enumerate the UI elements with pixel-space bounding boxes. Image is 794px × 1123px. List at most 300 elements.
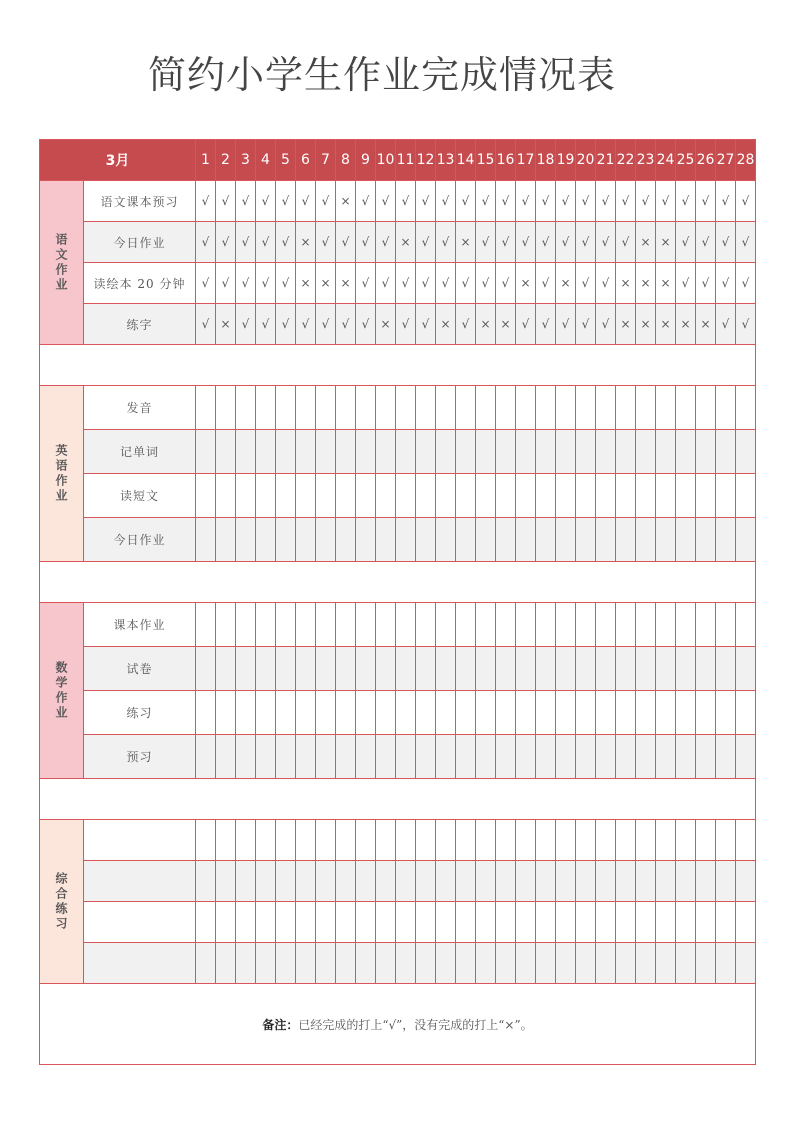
day-cell[interactable] xyxy=(196,902,216,943)
day-cell[interactable] xyxy=(496,861,516,902)
day-cell[interactable]: √ xyxy=(556,222,576,263)
day-cell[interactable] xyxy=(296,820,316,861)
day-cell[interactable] xyxy=(736,430,756,474)
day-cell[interactable] xyxy=(556,943,576,984)
day-cell[interactable] xyxy=(376,861,396,902)
day-cell[interactable]: × xyxy=(476,304,496,345)
day-cell[interactable] xyxy=(316,474,336,518)
day-cell[interactable]: √ xyxy=(236,222,256,263)
day-cell[interactable] xyxy=(556,647,576,691)
day-cell[interactable] xyxy=(356,474,376,518)
day-cell[interactable] xyxy=(256,943,276,984)
day-cell[interactable] xyxy=(736,386,756,430)
day-cell[interactable] xyxy=(356,647,376,691)
day-cell[interactable]: √ xyxy=(396,263,416,304)
day-cell[interactable] xyxy=(256,861,276,902)
day-cell[interactable] xyxy=(216,430,236,474)
day-cell[interactable] xyxy=(376,735,396,779)
day-cell[interactable]: √ xyxy=(196,263,216,304)
day-cell[interactable] xyxy=(296,603,316,647)
day-cell[interactable] xyxy=(316,861,336,902)
day-cell[interactable] xyxy=(556,735,576,779)
day-cell[interactable] xyxy=(676,735,696,779)
day-cell[interactable] xyxy=(336,647,356,691)
day-cell[interactable] xyxy=(296,474,316,518)
day-cell[interactable] xyxy=(336,386,356,430)
day-cell[interactable] xyxy=(336,861,356,902)
day-cell[interactable] xyxy=(556,820,576,861)
day-cell[interactable]: × xyxy=(656,304,676,345)
day-cell[interactable] xyxy=(636,386,656,430)
day-cell[interactable] xyxy=(216,902,236,943)
day-cell[interactable] xyxy=(536,691,556,735)
day-cell[interactable] xyxy=(336,518,356,562)
day-cell[interactable] xyxy=(356,430,376,474)
day-cell[interactable] xyxy=(616,386,636,430)
day-cell[interactable] xyxy=(236,474,256,518)
day-cell[interactable] xyxy=(356,386,376,430)
day-cell[interactable] xyxy=(736,943,756,984)
day-cell[interactable] xyxy=(536,647,556,691)
day-cell[interactable] xyxy=(316,735,336,779)
day-cell[interactable] xyxy=(216,474,236,518)
day-cell[interactable] xyxy=(656,902,676,943)
day-cell[interactable] xyxy=(576,735,596,779)
day-cell[interactable] xyxy=(696,861,716,902)
day-cell[interactable] xyxy=(516,647,536,691)
day-cell[interactable]: √ xyxy=(336,222,356,263)
day-cell[interactable]: √ xyxy=(216,181,236,222)
day-cell[interactable] xyxy=(216,386,236,430)
day-cell[interactable]: √ xyxy=(256,222,276,263)
day-cell[interactable]: √ xyxy=(556,181,576,222)
day-cell[interactable]: × xyxy=(636,304,656,345)
day-cell[interactable] xyxy=(196,691,216,735)
day-cell[interactable] xyxy=(456,820,476,861)
day-cell[interactable] xyxy=(556,474,576,518)
day-cell[interactable] xyxy=(416,430,436,474)
day-cell[interactable] xyxy=(236,691,256,735)
day-cell[interactable] xyxy=(536,735,556,779)
day-cell[interactable] xyxy=(736,647,756,691)
day-cell[interactable]: √ xyxy=(716,304,736,345)
day-cell[interactable] xyxy=(716,386,736,430)
day-cell[interactable] xyxy=(636,735,656,779)
day-cell[interactable] xyxy=(636,820,656,861)
day-cell[interactable] xyxy=(696,647,716,691)
day-cell[interactable] xyxy=(496,902,516,943)
day-cell[interactable] xyxy=(356,902,376,943)
day-cell[interactable]: √ xyxy=(436,222,456,263)
day-cell[interactable]: √ xyxy=(196,181,216,222)
day-cell[interactable] xyxy=(396,943,416,984)
day-cell[interactable] xyxy=(256,474,276,518)
day-cell[interactable]: × xyxy=(656,222,676,263)
day-cell[interactable] xyxy=(476,603,496,647)
day-cell[interactable]: √ xyxy=(616,181,636,222)
day-cell[interactable] xyxy=(496,386,516,430)
day-cell[interactable] xyxy=(196,820,216,861)
day-cell[interactable] xyxy=(656,943,676,984)
day-cell[interactable] xyxy=(616,861,636,902)
day-cell[interactable]: √ xyxy=(456,263,476,304)
day-cell[interactable] xyxy=(196,386,216,430)
day-cell[interactable]: √ xyxy=(536,263,556,304)
day-cell[interactable] xyxy=(376,647,396,691)
day-cell[interactable] xyxy=(516,943,536,984)
day-cell[interactable] xyxy=(416,861,436,902)
day-cell[interactable] xyxy=(516,430,536,474)
day-cell[interactable]: √ xyxy=(476,181,496,222)
day-cell[interactable] xyxy=(656,430,676,474)
day-cell[interactable]: √ xyxy=(196,222,216,263)
day-cell[interactable] xyxy=(616,735,636,779)
day-cell[interactable] xyxy=(676,603,696,647)
day-cell[interactable] xyxy=(396,647,416,691)
day-cell[interactable] xyxy=(556,691,576,735)
day-cell[interactable] xyxy=(436,820,456,861)
day-cell[interactable] xyxy=(596,735,616,779)
day-cell[interactable] xyxy=(636,474,656,518)
day-cell[interactable] xyxy=(336,474,356,518)
day-cell[interactable] xyxy=(676,386,696,430)
day-cell[interactable] xyxy=(676,943,696,984)
day-cell[interactable] xyxy=(316,647,336,691)
day-cell[interactable]: √ xyxy=(416,181,436,222)
day-cell[interactable]: √ xyxy=(276,181,296,222)
day-cell[interactable] xyxy=(196,735,216,779)
day-cell[interactable] xyxy=(496,647,516,691)
day-cell[interactable]: √ xyxy=(736,222,756,263)
day-cell[interactable]: √ xyxy=(596,181,616,222)
day-cell[interactable] xyxy=(416,518,436,562)
day-cell[interactable] xyxy=(356,943,376,984)
day-cell[interactable] xyxy=(256,518,276,562)
day-cell[interactable] xyxy=(516,386,536,430)
day-cell[interactable] xyxy=(736,820,756,861)
day-cell[interactable] xyxy=(276,735,296,779)
day-cell[interactable] xyxy=(396,518,416,562)
day-cell[interactable] xyxy=(596,430,616,474)
day-cell[interactable] xyxy=(436,943,456,984)
day-cell[interactable] xyxy=(616,518,636,562)
day-cell[interactable] xyxy=(396,386,416,430)
day-cell[interactable] xyxy=(356,820,376,861)
day-cell[interactable] xyxy=(396,735,416,779)
day-cell[interactable] xyxy=(216,603,236,647)
day-cell[interactable] xyxy=(616,691,636,735)
day-cell[interactable] xyxy=(456,518,476,562)
day-cell[interactable]: √ xyxy=(616,222,636,263)
day-cell[interactable] xyxy=(456,691,476,735)
day-cell[interactable] xyxy=(436,603,456,647)
day-cell[interactable]: √ xyxy=(376,222,396,263)
day-cell[interactable] xyxy=(296,735,316,779)
day-cell[interactable] xyxy=(656,691,676,735)
day-cell[interactable] xyxy=(576,474,596,518)
day-cell[interactable] xyxy=(416,902,436,943)
day-cell[interactable]: √ xyxy=(336,304,356,345)
day-cell[interactable] xyxy=(276,647,296,691)
day-cell[interactable] xyxy=(416,474,436,518)
day-cell[interactable]: √ xyxy=(596,222,616,263)
day-cell[interactable]: × xyxy=(216,304,236,345)
day-cell[interactable] xyxy=(636,430,656,474)
day-cell[interactable] xyxy=(596,474,616,518)
day-cell[interactable] xyxy=(656,735,676,779)
day-cell[interactable] xyxy=(696,518,716,562)
day-cell[interactable]: √ xyxy=(736,181,756,222)
day-cell[interactable]: √ xyxy=(316,181,336,222)
day-cell[interactable] xyxy=(196,861,216,902)
day-cell[interactable]: √ xyxy=(416,304,436,345)
day-cell[interactable] xyxy=(536,820,556,861)
day-cell[interactable] xyxy=(576,943,596,984)
day-cell[interactable] xyxy=(276,691,296,735)
day-cell[interactable] xyxy=(476,386,496,430)
day-cell[interactable] xyxy=(716,861,736,902)
day-cell[interactable] xyxy=(416,691,436,735)
day-cell[interactable] xyxy=(296,691,316,735)
day-cell[interactable] xyxy=(736,474,756,518)
day-cell[interactable] xyxy=(716,647,736,691)
day-cell[interactable] xyxy=(676,691,696,735)
day-cell[interactable] xyxy=(356,518,376,562)
day-cell[interactable] xyxy=(516,474,536,518)
day-cell[interactable] xyxy=(236,943,256,984)
day-cell[interactable] xyxy=(716,691,736,735)
day-cell[interactable]: √ xyxy=(416,263,436,304)
day-cell[interactable]: × xyxy=(656,263,676,304)
day-cell[interactable]: √ xyxy=(316,222,336,263)
day-cell[interactable] xyxy=(516,518,536,562)
day-cell[interactable] xyxy=(356,861,376,902)
day-cell[interactable] xyxy=(456,474,476,518)
day-cell[interactable] xyxy=(676,474,696,518)
day-cell[interactable]: √ xyxy=(396,304,416,345)
day-cell[interactable] xyxy=(396,430,416,474)
day-cell[interactable] xyxy=(276,386,296,430)
day-cell[interactable] xyxy=(216,647,236,691)
day-cell[interactable]: √ xyxy=(196,304,216,345)
day-cell[interactable]: √ xyxy=(456,181,476,222)
day-cell[interactable] xyxy=(316,430,336,474)
day-cell[interactable] xyxy=(516,820,536,861)
day-cell[interactable] xyxy=(236,735,256,779)
day-cell[interactable] xyxy=(556,603,576,647)
day-cell[interactable] xyxy=(496,735,516,779)
day-cell[interactable] xyxy=(456,861,476,902)
day-cell[interactable] xyxy=(456,603,476,647)
day-cell[interactable] xyxy=(736,691,756,735)
day-cell[interactable] xyxy=(236,902,256,943)
day-cell[interactable] xyxy=(376,691,396,735)
day-cell[interactable]: √ xyxy=(476,222,496,263)
day-cell[interactable] xyxy=(556,430,576,474)
day-cell[interactable] xyxy=(256,820,276,861)
day-cell[interactable]: √ xyxy=(376,263,396,304)
day-cell[interactable] xyxy=(516,735,536,779)
day-cell[interactable] xyxy=(476,691,496,735)
day-cell[interactable] xyxy=(576,386,596,430)
day-cell[interactable] xyxy=(376,820,396,861)
day-cell[interactable] xyxy=(256,735,276,779)
day-cell[interactable] xyxy=(596,902,616,943)
day-cell[interactable] xyxy=(256,691,276,735)
day-cell[interactable]: √ xyxy=(436,263,456,304)
day-cell[interactable]: √ xyxy=(316,304,336,345)
day-cell[interactable] xyxy=(216,943,236,984)
day-cell[interactable] xyxy=(516,603,536,647)
day-cell[interactable]: √ xyxy=(696,222,716,263)
day-cell[interactable] xyxy=(616,943,636,984)
day-cell[interactable] xyxy=(396,603,416,647)
day-cell[interactable] xyxy=(636,603,656,647)
day-cell[interactable]: × xyxy=(616,263,636,304)
day-cell[interactable] xyxy=(656,518,676,562)
day-cell[interactable] xyxy=(196,474,216,518)
day-cell[interactable] xyxy=(476,474,496,518)
day-cell[interactable] xyxy=(716,735,736,779)
day-cell[interactable] xyxy=(676,861,696,902)
day-cell[interactable] xyxy=(556,518,576,562)
day-cell[interactable] xyxy=(596,647,616,691)
day-cell[interactable] xyxy=(596,603,616,647)
day-cell[interactable]: × xyxy=(696,304,716,345)
day-cell[interactable] xyxy=(316,820,336,861)
day-cell[interactable] xyxy=(316,943,336,984)
day-cell[interactable]: √ xyxy=(536,222,556,263)
day-cell[interactable] xyxy=(676,430,696,474)
day-cell[interactable] xyxy=(216,820,236,861)
day-cell[interactable]: √ xyxy=(256,304,276,345)
day-cell[interactable]: √ xyxy=(476,263,496,304)
day-cell[interactable]: √ xyxy=(516,222,536,263)
day-cell[interactable] xyxy=(456,386,476,430)
day-cell[interactable] xyxy=(536,902,556,943)
day-cell[interactable]: √ xyxy=(356,222,376,263)
day-cell[interactable] xyxy=(736,902,756,943)
day-cell[interactable] xyxy=(216,861,236,902)
day-cell[interactable] xyxy=(416,386,436,430)
day-cell[interactable] xyxy=(436,861,456,902)
day-cell[interactable]: √ xyxy=(636,181,656,222)
day-cell[interactable] xyxy=(316,691,336,735)
day-cell[interactable] xyxy=(716,820,736,861)
day-cell[interactable] xyxy=(676,518,696,562)
day-cell[interactable]: × xyxy=(676,304,696,345)
day-cell[interactable] xyxy=(576,430,596,474)
day-cell[interactable] xyxy=(376,474,396,518)
day-cell[interactable] xyxy=(696,603,716,647)
day-cell[interactable] xyxy=(276,820,296,861)
day-cell[interactable] xyxy=(316,902,336,943)
day-cell[interactable]: √ xyxy=(276,263,296,304)
day-cell[interactable] xyxy=(596,820,616,861)
day-cell[interactable] xyxy=(496,603,516,647)
day-cell[interactable] xyxy=(296,902,316,943)
day-cell[interactable] xyxy=(516,691,536,735)
day-cell[interactable] xyxy=(356,735,376,779)
day-cell[interactable] xyxy=(476,943,496,984)
day-cell[interactable] xyxy=(716,474,736,518)
day-cell[interactable] xyxy=(396,474,416,518)
day-cell[interactable] xyxy=(396,902,416,943)
day-cell[interactable] xyxy=(576,518,596,562)
day-cell[interactable] xyxy=(296,943,316,984)
day-cell[interactable] xyxy=(456,735,476,779)
day-cell[interactable] xyxy=(496,518,516,562)
day-cell[interactable] xyxy=(476,735,496,779)
day-cell[interactable] xyxy=(456,430,476,474)
day-cell[interactable] xyxy=(676,647,696,691)
day-cell[interactable]: × xyxy=(636,222,656,263)
day-cell[interactable]: √ xyxy=(736,304,756,345)
day-cell[interactable] xyxy=(436,691,456,735)
day-cell[interactable]: × xyxy=(456,222,476,263)
day-cell[interactable]: √ xyxy=(656,181,676,222)
day-cell[interactable] xyxy=(516,902,536,943)
day-cell[interactable] xyxy=(596,386,616,430)
day-cell[interactable] xyxy=(436,902,456,943)
day-cell[interactable] xyxy=(356,691,376,735)
day-cell[interactable] xyxy=(536,474,556,518)
day-cell[interactable] xyxy=(436,647,456,691)
day-cell[interactable] xyxy=(376,603,396,647)
day-cell[interactable] xyxy=(696,943,716,984)
day-cell[interactable] xyxy=(616,820,636,861)
day-cell[interactable] xyxy=(256,430,276,474)
day-cell[interactable] xyxy=(636,647,656,691)
day-cell[interactable] xyxy=(496,430,516,474)
day-cell[interactable]: √ xyxy=(676,181,696,222)
day-cell[interactable] xyxy=(236,518,256,562)
day-cell[interactable]: √ xyxy=(456,304,476,345)
day-cell[interactable]: √ xyxy=(236,181,256,222)
day-cell[interactable] xyxy=(536,386,556,430)
day-cell[interactable] xyxy=(476,430,496,474)
day-cell[interactable] xyxy=(236,430,256,474)
day-cell[interactable] xyxy=(196,943,216,984)
day-cell[interactable] xyxy=(336,430,356,474)
day-cell[interactable] xyxy=(676,820,696,861)
day-cell[interactable]: √ xyxy=(496,181,516,222)
day-cell[interactable] xyxy=(616,647,636,691)
day-cell[interactable] xyxy=(556,861,576,902)
day-cell[interactable] xyxy=(456,902,476,943)
day-cell[interactable] xyxy=(736,603,756,647)
day-cell[interactable]: √ xyxy=(696,181,716,222)
day-cell[interactable]: × xyxy=(336,263,356,304)
day-cell[interactable] xyxy=(296,386,316,430)
day-cell[interactable]: √ xyxy=(576,304,596,345)
day-cell[interactable]: × xyxy=(556,263,576,304)
day-cell[interactable]: √ xyxy=(516,181,536,222)
day-cell[interactable] xyxy=(636,691,656,735)
day-cell[interactable] xyxy=(556,902,576,943)
day-cell[interactable] xyxy=(436,430,456,474)
day-cell[interactable] xyxy=(696,820,716,861)
day-cell[interactable] xyxy=(296,861,316,902)
day-cell[interactable] xyxy=(656,386,676,430)
day-cell[interactable] xyxy=(696,430,716,474)
day-cell[interactable] xyxy=(496,691,516,735)
day-cell[interactable]: √ xyxy=(536,304,556,345)
day-cell[interactable] xyxy=(596,861,616,902)
day-cell[interactable]: √ xyxy=(716,181,736,222)
day-cell[interactable]: × xyxy=(616,304,636,345)
day-cell[interactable]: √ xyxy=(216,222,236,263)
